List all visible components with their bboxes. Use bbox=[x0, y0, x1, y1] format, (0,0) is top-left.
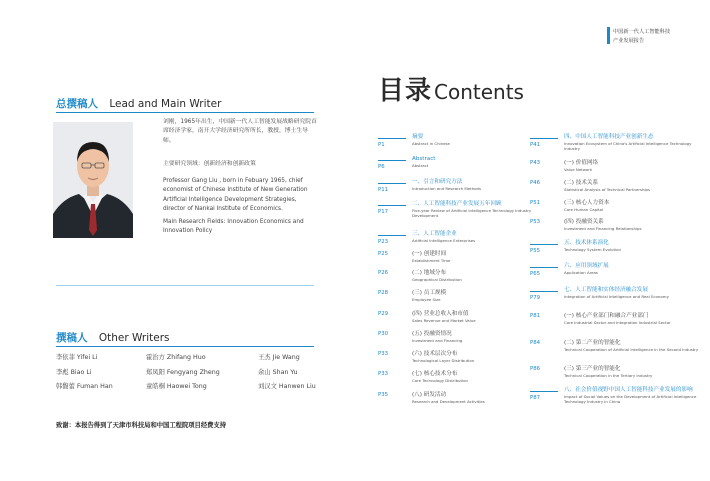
toc-title: (五) 投融资情况 bbox=[412, 331, 452, 337]
header-title-line2: 产业发展报告 bbox=[613, 38, 645, 44]
toc-dash bbox=[530, 244, 558, 245]
toc-subtitle: Core Industrial Sector and Integration Industrial Sector bbox=[564, 320, 671, 325]
lead-research-field-cn: 主要研究领域：创新经济和创新政策 bbox=[163, 161, 256, 167]
toc-title: (七) 核心技术分布 bbox=[412, 371, 458, 377]
toc-subtitle: Abstract bbox=[412, 163, 429, 168]
toc-dash bbox=[530, 267, 558, 268]
lead-writer-photo bbox=[53, 122, 133, 238]
toc-title: (六) 技术层次分布 bbox=[412, 351, 458, 357]
toc-title: (三) 核心人力资本 bbox=[564, 200, 610, 206]
writer-name: 郑凤阳 Fengyang Zheng bbox=[146, 369, 220, 376]
toc-title: 三、人工智能企业 bbox=[412, 231, 457, 237]
toc-page: P29 bbox=[378, 311, 389, 317]
toc-page: P26 bbox=[378, 270, 389, 276]
toc-title: (三) 第三产业的智能化 bbox=[564, 366, 621, 372]
toc-page: P46 bbox=[530, 180, 541, 186]
toc-page: P53 bbox=[530, 219, 541, 225]
toc-subtitle: Statistical Analysis of Technical Partnerships bbox=[564, 187, 651, 192]
toc-subtitle: Impact of Social Values on the Development of Artificial Intelligence Technology Industry in China bbox=[564, 394, 697, 404]
toc-dash bbox=[530, 391, 558, 392]
toc-title: (三) 员工规模 bbox=[412, 290, 447, 296]
toc-subtitle: Technical Cooperation in the Tertiary Industry bbox=[564, 373, 653, 378]
header-accent-bar bbox=[607, 27, 610, 44]
toc-subtitle: Value Network bbox=[564, 167, 593, 172]
lead-heading-rule bbox=[56, 112, 314, 113]
toc-title: (二) 第二产业的智能化 bbox=[564, 340, 621, 346]
toc-page: P51 bbox=[530, 200, 541, 206]
toc-dash bbox=[530, 291, 558, 292]
toc-title: Abstract bbox=[412, 156, 436, 162]
header-title-line1: 中国新一代人工智能科技 bbox=[613, 29, 671, 35]
toc-subtitle: Innovation Ecosystem of China's Artificial Intelligence Technology Industry bbox=[564, 141, 692, 151]
toc-page: P17 bbox=[378, 209, 389, 215]
toc-subtitle: Sales Revenue and Market Value bbox=[412, 318, 476, 323]
toc-subtitle: Employee Size bbox=[412, 297, 441, 302]
toc-subtitle: Five-year Review of Artificial Intelligence Technology Industry Development bbox=[412, 208, 532, 218]
toc-title: 摘要 bbox=[412, 134, 424, 140]
toc-title: (一) 核心产业部门和融合产业部门 bbox=[564, 313, 649, 319]
section-divider bbox=[56, 285, 314, 286]
toc-page: P1 bbox=[378, 142, 385, 148]
toc-page: P25 bbox=[378, 251, 389, 257]
toc-title: (四) 投融资关系 bbox=[564, 219, 604, 225]
toc-title: (四) 营业总收入和市值 bbox=[412, 311, 469, 317]
writer-name: 童皓桐 Haowei Tong bbox=[146, 383, 207, 390]
toc-title: 一、引言和研究方法 bbox=[412, 179, 463, 185]
lead-research-field-en: Main Research Fields: Innovation Economics and Innovation Policy bbox=[163, 219, 304, 235]
toc-page: P33 bbox=[378, 371, 389, 377]
toc-subtitle: Abstract in Chinese bbox=[412, 141, 450, 146]
toc-page: P28 bbox=[378, 290, 389, 296]
toc-dash bbox=[378, 235, 406, 236]
lead-bio-en: Professor Gang Liu , born in Febuary 1965, chief economist of Chinese Institute of New Generation Artificial Intelligence Development Strategies, director of Nankai Institute of Economics. bbox=[163, 178, 308, 213]
toc-title: 八、社会价值视野中国人工智能科技产业发展的影响 bbox=[564, 387, 693, 393]
toc-subtitle: Core Human Capital bbox=[564, 207, 604, 212]
toc-title: 四、中国人工智能科技产业创新生态 bbox=[564, 134, 654, 140]
toc-page: P6 bbox=[378, 164, 385, 170]
toc-subtitle: Artificial Intelligence Enterprises bbox=[412, 238, 476, 243]
other-writers-heading-cn: 撰稿人 bbox=[56, 332, 88, 344]
lead-writer-heading-en: Lead and Main Writer bbox=[109, 98, 222, 110]
toc-title: 二、人工智能科技产业发展五年回顾 bbox=[412, 201, 502, 207]
toc-title: (八) 研发活动 bbox=[412, 392, 447, 398]
other-writers-heading-en: Other Writers bbox=[98, 332, 170, 344]
writer-name: 霍治方 Zhifang Huo bbox=[146, 354, 206, 361]
toc-dash bbox=[378, 138, 406, 139]
toc-subtitle: Investment and Financing bbox=[412, 338, 463, 343]
other-writers-heading bbox=[56, 330, 170, 345]
toc-subtitle: Integration of Artificial Intelligence and Real Economy bbox=[564, 294, 669, 299]
toc-subtitle: Research and Development Activities bbox=[412, 399, 485, 404]
toc-page: P43 bbox=[530, 160, 541, 166]
toc-page: P41 bbox=[530, 142, 541, 148]
toc-page: P23 bbox=[378, 239, 389, 245]
lead-writer-heading-cn: 总撰稿人 bbox=[56, 98, 98, 110]
toc-subtitle: Investment and Financing Relationships bbox=[564, 226, 642, 231]
contents-title-en: Contents bbox=[434, 80, 524, 104]
writer-name: 李依菲 Yifei Li bbox=[56, 354, 98, 361]
toc-title: (二) 地域分布 bbox=[412, 270, 447, 276]
toc-subtitle: Establishment Time bbox=[412, 258, 451, 263]
toc-dash bbox=[530, 138, 558, 139]
toc-dash bbox=[378, 160, 406, 161]
writers-heading-rule bbox=[56, 346, 314, 347]
toc-page: P81 bbox=[530, 313, 541, 319]
writer-name: 李彪 Biao Li bbox=[56, 369, 92, 376]
writer-name: 韩馥蕾 Fuman Han bbox=[56, 383, 113, 390]
toc-page: P84 bbox=[530, 340, 541, 346]
toc-subtitle: Technology System Evolution bbox=[564, 247, 621, 252]
toc-title: 七、人工智能和实体经济融合发展 bbox=[564, 287, 648, 293]
writer-name: 刘汉文 Hanwen Liu bbox=[258, 383, 316, 390]
toc-page: P11 bbox=[378, 187, 389, 193]
toc-page: P33 bbox=[378, 351, 389, 357]
toc-page: P55 bbox=[530, 248, 541, 254]
writer-name: 余山 Shan Yu bbox=[258, 369, 298, 376]
toc-title: 五、技术体系演化 bbox=[564, 240, 609, 246]
toc-page: P87 bbox=[530, 395, 541, 401]
toc-title: 六、应用领域扩展 bbox=[564, 263, 609, 269]
toc-subtitle: Application Areas bbox=[564, 270, 598, 275]
toc-title: (二) 技术关系 bbox=[564, 180, 599, 186]
toc-title: (一) 创建时间 bbox=[412, 251, 447, 257]
toc-page: P65 bbox=[530, 271, 541, 277]
toc-subtitle: Introduction and Research Methods bbox=[412, 186, 482, 191]
toc-subtitle: Technical Cooperation of Artificial Intelligence in the Second Industry bbox=[564, 347, 699, 352]
toc-page: P30 bbox=[378, 331, 389, 337]
toc-dash bbox=[378, 183, 406, 184]
toc-subtitle: Geographical Distribution bbox=[412, 277, 462, 282]
toc-subtitle: Core Technology Distribution bbox=[412, 378, 468, 383]
toc-page: P79 bbox=[530, 295, 541, 301]
lead-bio-cn: 刘刚，1965年出生，中国新一代人工智能发展战略研究院首席经济学家，南开大学经济研究所所长，教授，博士生导师。 bbox=[163, 119, 317, 144]
toc-subtitle: Technological Layer Distribution bbox=[412, 358, 475, 363]
lead-writer-heading bbox=[56, 96, 221, 111]
toc-page: P35 bbox=[378, 392, 389, 398]
writer-name: 王杰 Jie Wang bbox=[258, 354, 300, 361]
toc-title: (一) 价值网络 bbox=[564, 160, 599, 166]
toc-page: P86 bbox=[530, 366, 541, 372]
contents-title-cn: 目录 bbox=[378, 76, 433, 106]
toc-dash bbox=[378, 205, 406, 206]
acknowledgement: 致谢：本报告得到了天津市科技局和中国工程院项目经费支持 bbox=[56, 422, 227, 429]
contents-title bbox=[378, 70, 524, 107]
